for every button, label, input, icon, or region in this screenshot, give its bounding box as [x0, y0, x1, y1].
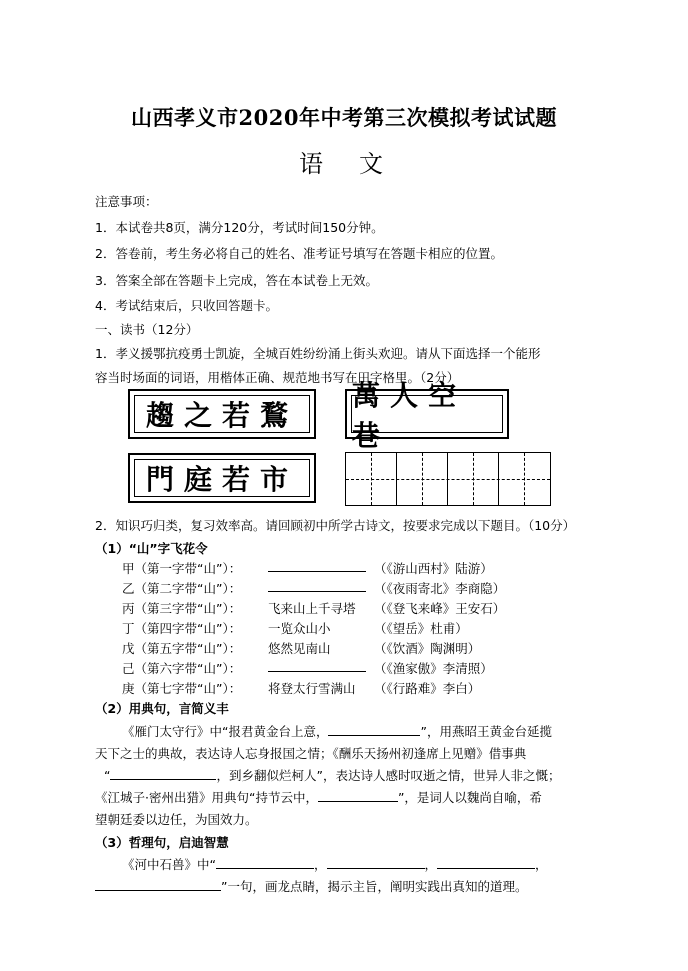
feihua-label: 戊（第五字带“山”）：: [122, 641, 242, 656]
question-text: 2．知识巧归类，复习效率高。请回顾初中所学古诗文，按要求完成以下题目。（10分）: [95, 518, 576, 533]
feihua-source: （《望岳》杜甫）: [374, 621, 468, 636]
feihua-source: （《夜雨寄北》李商隐）: [374, 581, 506, 596]
feihua-label: 丁（第四字带“山”）：: [122, 621, 242, 636]
answer-blank[interactable]: [268, 579, 366, 592]
paragraph-line: 天下之士的典故，表达诗人忘身报国之情；《酬乐天扬州初逢席上见赠》借事典: [95, 746, 527, 761]
option-text: 門庭若市: [134, 459, 310, 497]
paragraph-line: [104, 766, 560, 784]
grid-guide: [524, 453, 525, 505]
notice-heading: 注意事项：: [95, 194, 158, 209]
subquestion-title: （2）用典句，言简义丰: [95, 701, 229, 716]
feihua-label: 庚（第七字带“山”）：: [122, 681, 242, 696]
feihua-source: （《饮酒》陶渊明）: [374, 641, 481, 656]
page-title: 山西孝义市2020年中考第三次模拟考试试题: [131, 105, 557, 130]
text-span: 《河中石兽》中“: [122, 857, 216, 872]
answer-blank[interactable]: [95, 878, 221, 891]
section-heading: 一、读书（12分）: [95, 322, 199, 337]
feihua-label: 乙（第二字带“山”）：: [122, 581, 242, 596]
answer-blank[interactable]: [327, 856, 425, 869]
text-span: 《江城子·密州出猎》用典句“持节云中，: [95, 790, 318, 805]
paragraph-line: [95, 788, 542, 806]
paragraph-line: 望朝廷委以边任，为国效力。: [95, 812, 258, 827]
feihua-source: （《游山西村》陆游）: [374, 561, 493, 576]
notice-item: 2．答卷前，考生务必将自己的姓名、准考证号填写在答题卡相应的位置。: [95, 246, 503, 261]
tianzige-grid[interactable]: [345, 452, 551, 506]
notice-item: 3．答案全部在答题卡上完成，答在本试卷上无效。: [95, 273, 378, 288]
text-span: ，到乡翻似烂柯人”，表达诗人感时叹逝之情，世异人非之慨；: [216, 768, 561, 783]
answer-blank[interactable]: [110, 767, 216, 780]
feihua-source: （《渔家傲》李清照）: [374, 661, 493, 676]
feihua-source: （《登飞来峰》王安石）: [374, 601, 506, 616]
feihua-label: 丙（第三字带“山”）：: [122, 601, 242, 616]
answer-blank[interactable]: [268, 659, 366, 672]
feihua-answer: 飞来山上千寻塔: [268, 601, 356, 616]
answer-blank[interactable]: [318, 789, 398, 802]
text-span: 《雁门太守行》中“报君黄金台上意，: [122, 724, 329, 739]
option-text: 趨之若鶩: [134, 395, 310, 433]
question-text: 1．孝义援鄂抗疫勇士凯旋，全城百姓纷纷涌上街头欢迎。请从下面选择一个能形: [95, 346, 541, 361]
subquestion-title: （1）“山”字飞花令: [95, 541, 208, 556]
text-span: ”，用燕昭王黄金台延揽: [420, 724, 552, 739]
feihua-label: 己（第六字带“山”）：: [122, 661, 242, 676]
grid-guide: [473, 453, 474, 505]
answer-blank[interactable]: [216, 856, 314, 869]
paragraph-line: [122, 722, 552, 740]
question-text: 容当时场面的词语，用楷体正确、规范地书写在田字格里。（2分）: [95, 370, 460, 385]
feihua-label: 甲（第一字带“山”）：: [122, 561, 242, 576]
feihua-answer: 悠然见南山: [268, 641, 331, 656]
answer-blank[interactable]: [437, 856, 535, 869]
grid-guide: [346, 479, 550, 480]
answer-blank[interactable]: [328, 723, 420, 736]
text-span: “: [104, 768, 111, 783]
text-span: ”一句，画龙点睛，揭示主旨，阐明实践出真知的道理。: [221, 879, 528, 894]
grid-guide: [422, 453, 423, 505]
feihua-source: （《行路难》李白）: [374, 681, 481, 696]
subject-title: 语 文: [299, 150, 389, 178]
grid-guide: [371, 453, 372, 505]
option-box: [345, 379, 509, 452]
feihua-answer: 一览众山小: [268, 621, 331, 636]
notice-item: 1．本试卷共8页，满分120分，考试时间150分钟。: [95, 220, 384, 235]
option-text: 萬人空巷: [351, 395, 503, 433]
option-box: [128, 453, 316, 503]
text-span: ，: [313, 857, 327, 872]
text-span: ”，是词人以魏尚自喻，希: [397, 790, 542, 805]
answer-blank[interactable]: [268, 559, 366, 572]
notice-item: 4．考试结束后，只收回答题卡。: [95, 298, 278, 313]
text-span: ，: [424, 857, 438, 872]
subquestion-title: （3）哲理句，启迪智慧: [95, 835, 229, 850]
paragraph-line: [95, 877, 527, 895]
option-box: [128, 389, 316, 439]
feihua-answer: 将登太行雪满山: [268, 681, 356, 696]
text-span: ，: [535, 857, 548, 872]
paragraph-line: [122, 855, 548, 873]
